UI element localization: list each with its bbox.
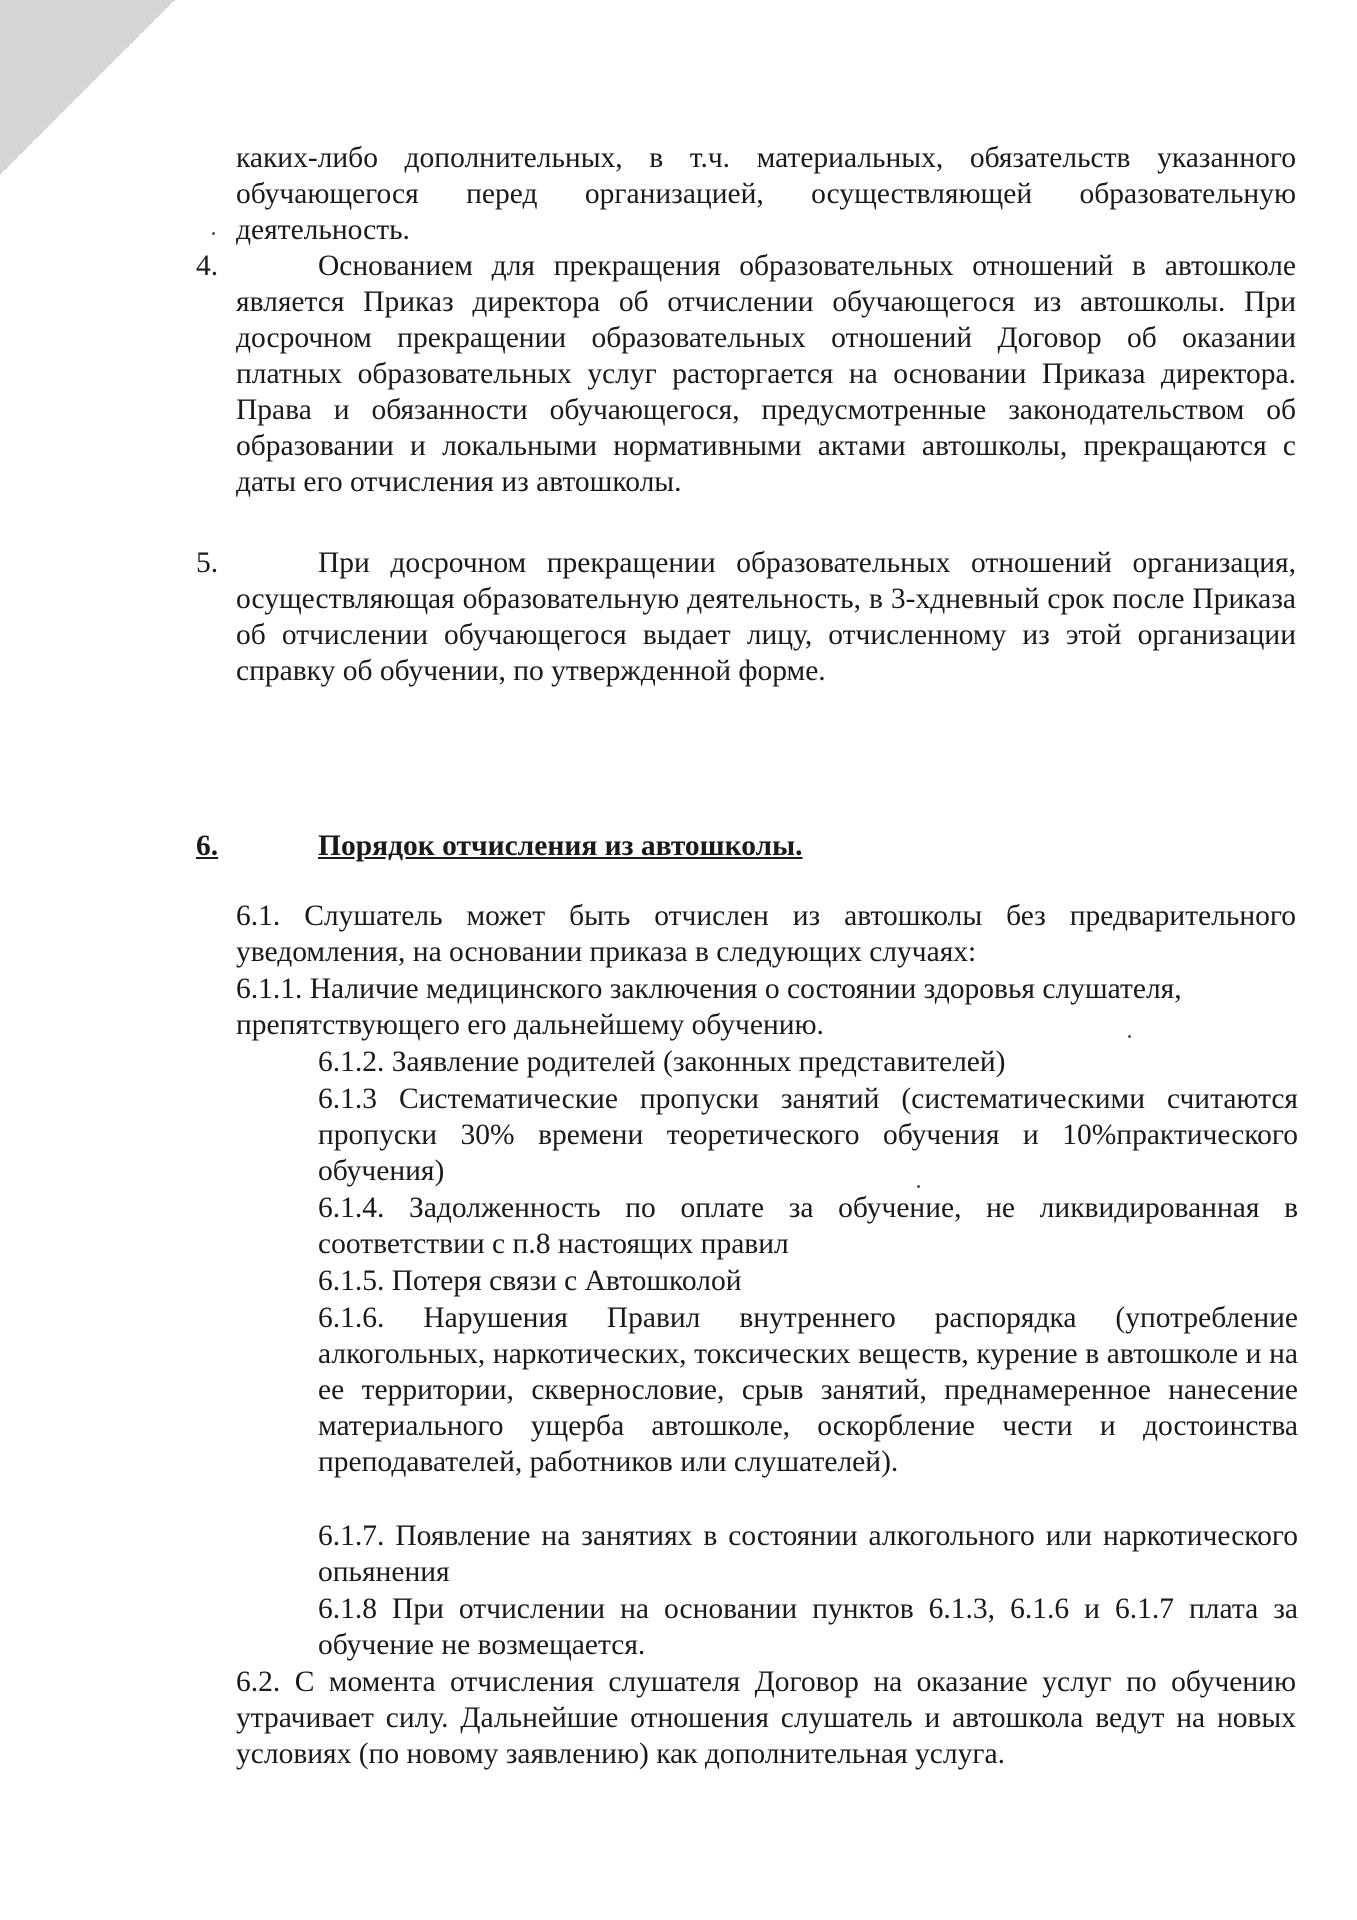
clause-6-1-6 xyxy=(318,1300,1298,1480)
clause-text: 6.1.2. Заявление родителей (законных представителей) xyxy=(318,1046,1006,1078)
item-number: 4. xyxy=(196,250,219,282)
page-corner-fold xyxy=(0,0,175,175)
clause-text: 6.1.6. Нарушения Правил внутреннего распорядка (употребление алкогольных, наркотических, токсических веществ, курение в автошколе и на ее территории, сквернословие, срыв занятий, преднамеренное нанесение материального ущерба автошколе, оскорбление чести и достоинства преподавателей, работников или слушателей). xyxy=(318,1302,1298,1478)
clause-6-1-5 xyxy=(318,1263,1298,1299)
section-title: Порядок отчисления из автошколы. xyxy=(318,830,803,862)
item-text: При досрочном прекращении образовательных отношений организация, осуществляющая образовательную деятельность, в 3-хдневный срок после Приказа об отчислении обучающегося выдает лицу, отчисленному из этой организации справку об обучении, по утвержденной форме. xyxy=(236,547,1296,687)
item-number: 5. xyxy=(196,547,219,579)
clause-6-1-4 xyxy=(318,1190,1298,1262)
clause-text: 6.1. Слушатель может быть отчислен из автошколы без предварительного уведомления, на основании приказа в следующих случаях: xyxy=(236,900,1296,968)
section-number: 6. xyxy=(196,830,219,862)
clause-6-1-1 xyxy=(236,971,1296,1043)
clause-text: 6.1.5. Потеря связи с Автошколой xyxy=(318,1265,742,1297)
clause-text: 6.2. С момента отчисления слушателя Договор на оказание услуг по обучению утрачивает силу. Дальнейшие отношения слушатель и автошкола ведут на новых условиях (по новому заявлению) как дополнительная услуга. xyxy=(236,1666,1296,1770)
clause-6-1 xyxy=(236,898,1296,970)
intro-text: каких-либо дополнительных, в т.ч. материальных, обязательств указанного обучающегося перед организацией, осуществляющей образовательную деятельность. xyxy=(236,142,1296,246)
scan-speck xyxy=(917,1185,920,1188)
clause-text: 6.1.7. Появление на занятиях в состоянии алкогольного или наркотического опьянения xyxy=(318,1520,1298,1588)
list-item xyxy=(236,248,1296,500)
clause-text: 6.1.3 Систематические пропуски занятий (систематическими считаются пропуски 30% времени теоретического обучения и 10%практического обучения) xyxy=(318,1083,1298,1187)
clause-text: 6.1.1. Наличие медицинского заключения о состоянии здоровья слушателя, препятствующего его дальнейшему обучению. xyxy=(236,973,1182,1041)
intro-paragraph xyxy=(236,140,1296,248)
clause-6-1-7 xyxy=(318,1518,1298,1590)
clause-6-1-2 xyxy=(318,1044,1298,1080)
list-item xyxy=(236,545,1296,689)
scan-speck xyxy=(1128,1035,1131,1038)
item-text: Основанием для прекращения образовательных отношений в автошколе является Приказ директора об отчислении обучающегося из автошколы. При досрочном прекращении образовательных отношений Договор об оказании платных образовательных услуг расторгается на основании Приказа директора. Права и обязанности обучающегося, предусмотренные законодательством об образовании и локальными нормативными актами автошколы, прекращаются с даты его отчисления из автошколы. xyxy=(236,250,1296,498)
clause-text: 6.1.4. Задолженность по оплате за обучение, не ликвидированная в соответствии с п.8 настоящих правил xyxy=(318,1192,1298,1260)
clause-6-1-8 xyxy=(318,1591,1298,1663)
clause-6-1-3 xyxy=(318,1081,1298,1189)
clause-6-2 xyxy=(236,1664,1296,1772)
clause-text: 6.1.8 При отчислении на основании пунктов 6.1.3, 6.1.6 и 6.1.7 плата за обучение не возмещается. xyxy=(318,1593,1298,1661)
scan-speck xyxy=(212,232,215,235)
